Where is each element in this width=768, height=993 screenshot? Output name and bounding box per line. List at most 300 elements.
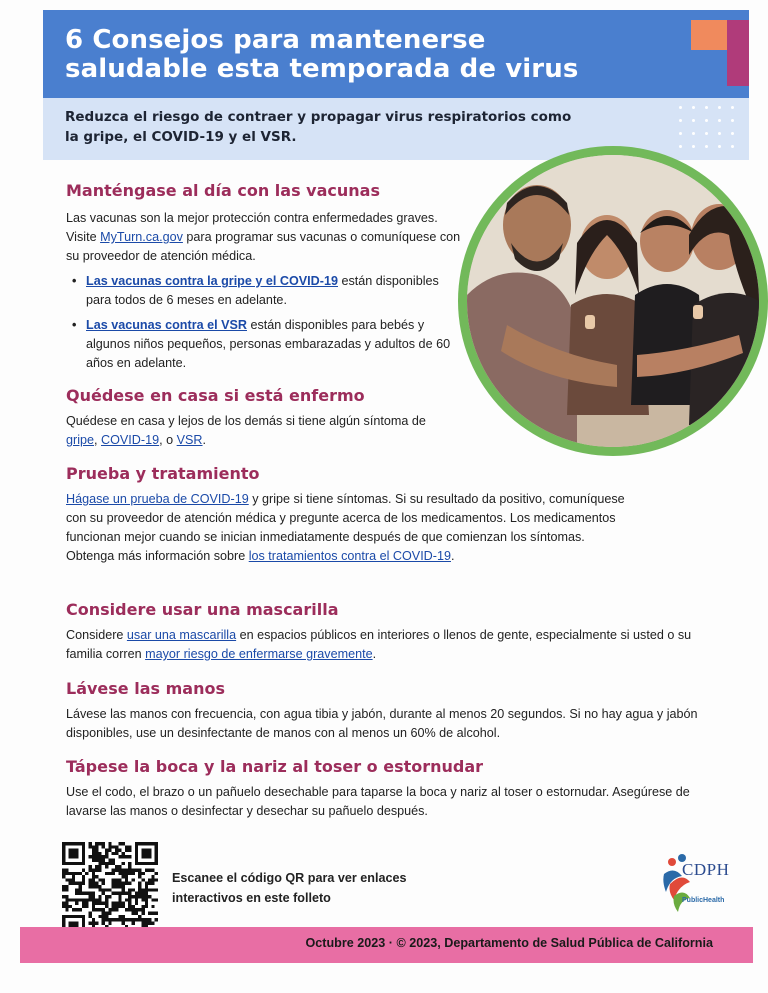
qr-module xyxy=(75,882,78,885)
qr-module xyxy=(145,885,148,888)
qr-module xyxy=(88,885,91,888)
qr-module xyxy=(132,895,135,898)
qr-module xyxy=(62,868,65,871)
family-photo xyxy=(467,155,759,447)
qr-module xyxy=(62,902,65,905)
qr-module xyxy=(65,895,68,898)
qr-module xyxy=(69,878,72,881)
qr-module xyxy=(132,888,135,891)
paragraph-vacunas xyxy=(66,209,462,266)
vacunas-list xyxy=(66,272,462,373)
qr-module xyxy=(92,921,95,924)
qr-module xyxy=(118,898,121,901)
text-vacunas-b: para programar sus vacunas o comuníquese con su proveedor de atención médica. xyxy=(66,230,461,263)
qr-module xyxy=(105,912,108,915)
qr-module xyxy=(105,865,108,868)
text-sep1: , xyxy=(94,433,102,447)
qr-module xyxy=(102,859,105,862)
decorative-dot xyxy=(705,106,708,109)
decorative-dot xyxy=(692,106,695,109)
qr-module xyxy=(128,868,131,871)
decorative-dot xyxy=(679,145,682,148)
qr-module xyxy=(135,892,138,895)
qr-module xyxy=(92,882,95,885)
qr-module xyxy=(102,878,105,881)
decorative-dot xyxy=(718,106,721,109)
qr-module xyxy=(115,918,118,921)
cdph-logo-subtext: PublicHealth xyxy=(682,897,725,904)
qr-module xyxy=(128,898,131,901)
heading-prueba: Prueba y tratamiento xyxy=(66,464,260,483)
list-item xyxy=(66,316,462,373)
qr-module xyxy=(122,855,125,858)
decorative-dot xyxy=(718,145,721,148)
qr-module xyxy=(115,892,118,895)
qr-module xyxy=(72,898,75,901)
qr-module xyxy=(69,872,72,875)
qr-module xyxy=(79,882,82,885)
qr-module xyxy=(132,908,135,911)
qr-module xyxy=(125,872,128,875)
text-bullet1: están disponibles para todos de 6 meses en adelante. xyxy=(86,274,439,307)
qr-module xyxy=(79,892,82,895)
qr-module xyxy=(88,868,91,871)
qr-module xyxy=(141,921,144,924)
qr-module xyxy=(138,895,141,898)
qr-module xyxy=(128,849,131,852)
qr-module xyxy=(92,878,95,881)
qr-module xyxy=(112,882,115,885)
qr-module xyxy=(122,872,125,875)
section-toser xyxy=(66,757,726,821)
qr-module xyxy=(72,875,75,878)
qr-module xyxy=(122,888,125,891)
qr-module xyxy=(92,845,95,848)
qr-module xyxy=(79,908,82,911)
qr-module xyxy=(98,878,101,881)
qr-module xyxy=(102,862,105,865)
qr-module xyxy=(141,895,144,898)
qr-code-graphic xyxy=(62,842,158,938)
qr-module xyxy=(135,912,138,915)
qr-module xyxy=(118,849,121,852)
page-subtitle: Reduzca el riesgo de contraer y propagar virus respiratorios como la gripe, el COVID-19 y el VSR. xyxy=(65,109,572,145)
qr-module xyxy=(105,905,108,908)
qr-module xyxy=(98,902,101,905)
header-banner xyxy=(43,10,749,98)
qr-module xyxy=(105,862,108,865)
qr-module xyxy=(138,872,141,875)
qr-module xyxy=(95,868,98,871)
qr-module xyxy=(88,842,91,845)
qr-module xyxy=(132,868,135,871)
qr-module xyxy=(62,895,65,898)
qr-module xyxy=(148,868,151,871)
qr-module xyxy=(122,852,125,855)
qr-module xyxy=(95,921,98,924)
qr-module xyxy=(102,921,105,924)
qr-module xyxy=(138,892,141,895)
qr-code[interactable] xyxy=(62,842,158,938)
qr-module xyxy=(115,865,118,868)
qr-module xyxy=(138,915,141,918)
qr-module xyxy=(108,842,111,845)
paragraph-toser: Use el codo, el brazo o un pañuelo desechable para taparse la boca y nariz al toser o estornudar. Asegúrese de lavarse las manos o desinfectar y desechar su pañuelo después. xyxy=(66,785,690,818)
qr-module xyxy=(145,902,148,905)
qr-module xyxy=(122,905,125,908)
qr-module xyxy=(145,868,148,871)
qr-module xyxy=(98,842,101,845)
qr-module xyxy=(141,888,144,891)
qr-module xyxy=(88,865,91,868)
qr-module xyxy=(79,888,82,891)
qr-module xyxy=(82,882,85,885)
qr-module xyxy=(141,918,144,921)
section-enfermo xyxy=(66,386,446,450)
link-myturn[interactable]: MyTurn.ca.gov xyxy=(100,230,183,244)
qr-module xyxy=(128,902,131,905)
link-vacunas-gripe-covid[interactable]: Las vacunas contra la gripe y el COVID-19 xyxy=(86,274,338,288)
decorative-dot xyxy=(705,145,708,148)
qr-module xyxy=(65,905,68,908)
qr-module xyxy=(85,892,88,895)
qr-module xyxy=(148,912,151,915)
qr-module xyxy=(128,862,131,865)
decorative-dot xyxy=(692,132,695,135)
qr-module xyxy=(85,902,88,905)
heading-mascarilla: Considere usar una mascarilla xyxy=(66,600,339,619)
qr-module xyxy=(115,852,118,855)
qr-module xyxy=(98,852,101,855)
qr-module xyxy=(88,921,91,924)
qr-module xyxy=(115,868,118,871)
qr-module xyxy=(115,908,118,911)
page-title: 6 Consejos para mantenerse saludable esta temporada de virus xyxy=(65,25,579,84)
qr-module xyxy=(125,898,128,901)
text-masc-a: Considere xyxy=(66,628,127,642)
qr-module xyxy=(98,855,101,858)
qr-module xyxy=(92,868,95,871)
qr-module xyxy=(151,878,154,881)
heading-vacunas: Manténgase al día con las vacunas xyxy=(66,181,380,200)
qr-module xyxy=(118,868,121,871)
qr-module xyxy=(75,898,78,901)
qr-module xyxy=(112,868,115,871)
qr-module xyxy=(102,842,105,845)
qr-module xyxy=(125,845,128,848)
qr-module xyxy=(112,905,115,908)
qr-module xyxy=(98,885,101,888)
qr-module xyxy=(135,902,138,905)
section-prueba xyxy=(66,464,636,566)
qr-module xyxy=(75,872,78,875)
qr-module xyxy=(122,921,125,924)
qr-module xyxy=(95,859,98,862)
qr-module xyxy=(75,902,78,905)
text-prueba-a: y gripe si tiene síntomas. Si su resultado da positivo, comuníquese con su proveedor de atención médica y pregunte acerca de los medicamentos. Los medicamentos funcionan mejor cuando se inician inmediatamente después de que comienzan los síntomas. Obtenga más información sobre xyxy=(66,492,625,563)
qr-module xyxy=(138,888,141,891)
qr-module xyxy=(141,872,144,875)
qr-module xyxy=(69,882,72,885)
qr-module xyxy=(102,882,105,885)
decorative-dot xyxy=(679,106,682,109)
qr-module xyxy=(155,898,158,901)
section-manos xyxy=(66,679,726,743)
text-masc-b: en espacios públicos en interiores o llenos de gente, especialmente si usted o su familia corren xyxy=(66,628,692,661)
qr-module xyxy=(155,878,158,881)
qr-module xyxy=(108,862,111,865)
qr-module xyxy=(148,878,151,881)
text-vacunas-a: Las vacunas son la mejor protección contra enfermedades graves. Visite xyxy=(66,211,438,244)
qr-module xyxy=(132,905,135,908)
qr-module xyxy=(128,892,131,895)
qr-module xyxy=(98,888,101,891)
qr-module xyxy=(75,892,78,895)
qr-module xyxy=(98,898,101,901)
paragraph-enfermo xyxy=(66,412,446,450)
family-illustration xyxy=(467,155,759,447)
decorative-dots xyxy=(673,98,743,156)
qr-module xyxy=(65,888,68,891)
qr-module xyxy=(62,875,65,878)
qr-module xyxy=(122,902,125,905)
qr-module xyxy=(112,845,115,848)
qr-module xyxy=(128,865,131,868)
qr-module xyxy=(79,885,82,888)
qr-module xyxy=(138,875,141,878)
qr-module xyxy=(65,902,68,905)
qr-module xyxy=(82,902,85,905)
qr-module xyxy=(95,865,98,868)
qr-module xyxy=(132,912,135,915)
decorative-dot xyxy=(731,106,734,109)
qr-module xyxy=(155,918,158,921)
qr-module xyxy=(128,888,131,891)
qr-module xyxy=(155,912,158,915)
qr-module xyxy=(62,888,65,891)
qr-module xyxy=(141,908,144,911)
qr-module xyxy=(122,842,125,845)
qr-module xyxy=(102,915,105,918)
qr-module xyxy=(128,908,131,911)
qr-module xyxy=(128,905,131,908)
qr-module xyxy=(88,912,91,915)
qr-finder xyxy=(141,849,151,859)
section-vacunas xyxy=(66,181,462,379)
link-tratamientos[interactable]: los tratamientos contra el COVID-19 xyxy=(248,549,451,563)
qr-module xyxy=(92,905,95,908)
qr-module xyxy=(118,892,121,895)
qr-module xyxy=(95,845,98,848)
qr-module xyxy=(112,885,115,888)
qr-module xyxy=(115,882,118,885)
link-vsr[interactable]: VSR xyxy=(176,433,203,447)
link-vacunas-vsr[interactable]: Las vacunas contra el VSR xyxy=(86,318,247,332)
qr-module xyxy=(105,898,108,901)
qr-module xyxy=(128,845,131,848)
qr-module xyxy=(105,915,108,918)
qr-module xyxy=(151,905,154,908)
qr-module xyxy=(95,898,98,901)
decorative-dot xyxy=(705,119,708,122)
qr-module xyxy=(92,872,95,875)
qr-module xyxy=(65,908,68,911)
link-usar-mascarilla[interactable]: usar una mascarilla xyxy=(126,628,237,642)
qr-module xyxy=(65,898,68,901)
decorative-dot xyxy=(718,119,721,122)
qr-module xyxy=(95,875,98,878)
qr-module xyxy=(118,872,121,875)
qr-module xyxy=(108,912,111,915)
footer-bar xyxy=(20,927,753,963)
qr-module xyxy=(98,862,101,865)
qr-module xyxy=(98,859,101,862)
qr-module xyxy=(102,902,105,905)
qr-module xyxy=(148,888,151,891)
qr-module xyxy=(112,862,115,865)
qr-module xyxy=(132,921,135,924)
qr-module xyxy=(125,882,128,885)
qr-module xyxy=(151,888,154,891)
qr-module xyxy=(128,895,131,898)
text-bullet2: están disponibles para bebés y algunos niños pequeños, personas embarazadas y adultos de 60 años en adelante. xyxy=(86,318,451,370)
decorative-square-orange xyxy=(691,20,731,50)
qr-module xyxy=(65,872,68,875)
qr-module xyxy=(88,882,91,885)
qr-module xyxy=(145,892,148,895)
qr-module xyxy=(148,921,151,924)
qr-module xyxy=(108,908,111,911)
qr-module xyxy=(92,859,95,862)
qr-module xyxy=(138,868,141,871)
qr-module xyxy=(138,885,141,888)
qr-module xyxy=(151,921,154,924)
qr-module xyxy=(125,908,128,911)
decorative-square-magenta xyxy=(727,20,749,86)
qr-module xyxy=(69,905,72,908)
qr-module xyxy=(148,882,151,885)
qr-module xyxy=(155,872,158,875)
qr-module xyxy=(148,895,151,898)
link-prueba-covid[interactable]: Hágase un prueba de COVID-19 xyxy=(66,492,249,506)
qr-module xyxy=(118,842,121,845)
qr-module xyxy=(135,908,138,911)
qr-module xyxy=(145,921,148,924)
qr-module xyxy=(141,898,144,901)
qr-module xyxy=(85,905,88,908)
link-mayor-riesgo[interactable]: mayor riesgo de enfermarse gravemente xyxy=(145,647,373,661)
qr-module xyxy=(82,892,85,895)
text-sep2: , o xyxy=(159,433,177,447)
qr-module xyxy=(115,905,118,908)
qr-module xyxy=(141,892,144,895)
link-gripe[interactable]: gripe xyxy=(66,433,95,447)
qr-module xyxy=(128,918,131,921)
qr-module xyxy=(69,898,72,901)
list-item xyxy=(66,272,462,310)
qr-module xyxy=(151,868,154,871)
qr-module xyxy=(88,895,91,898)
qr-module xyxy=(118,902,121,905)
qr-module xyxy=(102,892,105,895)
qr-module xyxy=(105,895,108,898)
paragraph-mascarilla xyxy=(66,626,706,664)
qr-module xyxy=(112,908,115,911)
qr-module xyxy=(82,898,85,901)
decorative-dot xyxy=(731,145,734,148)
qr-module xyxy=(92,849,95,852)
decorative-dot xyxy=(731,132,734,135)
qr-module xyxy=(92,902,95,905)
qr-module xyxy=(92,855,95,858)
cdph-logo-text: CDPH xyxy=(682,860,730,879)
qr-module xyxy=(122,918,125,921)
qr-module xyxy=(102,918,105,921)
qr-module xyxy=(105,872,108,875)
qr-module xyxy=(132,872,135,875)
qr-module xyxy=(118,895,121,898)
qr-module xyxy=(85,898,88,901)
qr-module xyxy=(155,888,158,891)
qr-module xyxy=(151,882,154,885)
qr-module xyxy=(98,865,101,868)
qr-module xyxy=(122,915,125,918)
qr-module xyxy=(98,868,101,871)
link-covid[interactable]: COVID-19 xyxy=(101,433,160,447)
qr-module xyxy=(95,855,98,858)
qr-module xyxy=(95,882,98,885)
qr-module xyxy=(148,918,151,921)
qr-module xyxy=(92,852,95,855)
qr-module xyxy=(108,888,111,891)
qr-module xyxy=(135,895,138,898)
qr-module xyxy=(145,895,148,898)
qr-module xyxy=(115,902,118,905)
qr-module xyxy=(105,849,108,852)
qr-module xyxy=(118,918,121,921)
qr-module xyxy=(82,868,85,871)
qr-module xyxy=(112,852,115,855)
qr-module xyxy=(122,885,125,888)
qr-module xyxy=(118,865,121,868)
qr-module xyxy=(92,918,95,921)
qr-module xyxy=(62,872,65,875)
qr-module xyxy=(151,875,154,878)
qr-module xyxy=(145,882,148,885)
qr-module xyxy=(128,855,131,858)
qr-module xyxy=(88,898,91,901)
qr-finder xyxy=(69,849,79,859)
decorative-dot xyxy=(718,132,721,135)
qr-module xyxy=(62,905,65,908)
qr-module xyxy=(92,908,95,911)
qr-module xyxy=(108,859,111,862)
decorative-dot xyxy=(692,119,695,122)
qr-module xyxy=(105,918,108,921)
qr-module xyxy=(132,878,135,881)
qr-module xyxy=(112,902,115,905)
qr-module xyxy=(95,849,98,852)
qr-module xyxy=(118,878,121,881)
qr-module xyxy=(145,918,148,921)
qr-module xyxy=(88,845,91,848)
qr-module xyxy=(72,872,75,875)
qr-module xyxy=(108,895,111,898)
qr-module xyxy=(105,902,108,905)
qr-module xyxy=(72,908,75,911)
qr-module xyxy=(135,898,138,901)
text-end: . xyxy=(202,433,207,447)
